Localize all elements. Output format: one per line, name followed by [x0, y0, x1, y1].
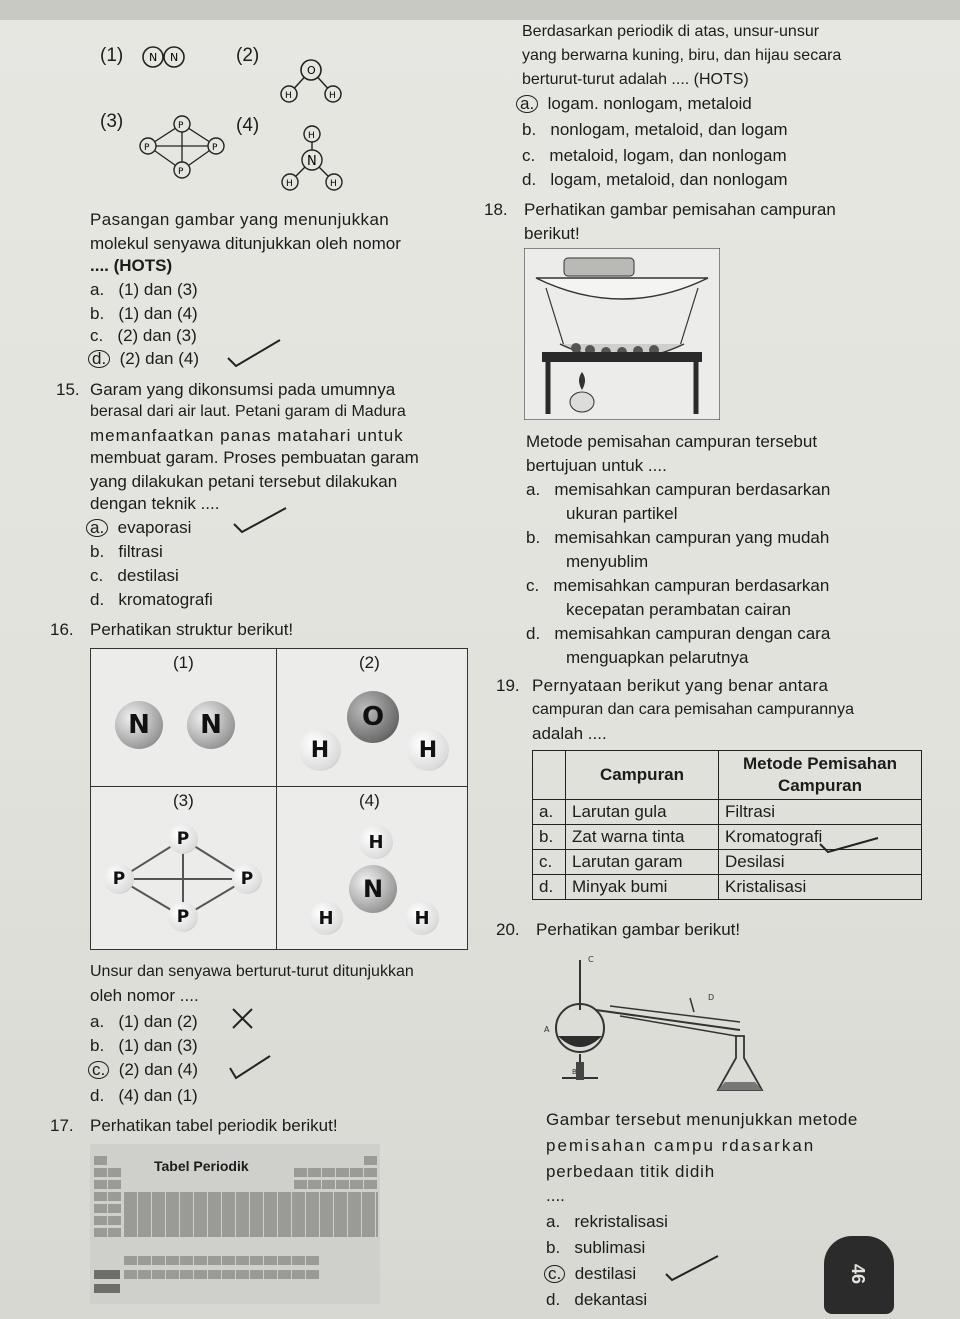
- row-letter: d.: [533, 875, 566, 900]
- periodic-table-title: Tabel Periodik: [154, 1158, 249, 1174]
- q19-table: [532, 750, 922, 900]
- page-number-tab: [824, 1236, 894, 1314]
- q17-right-stem-line: berturut-turut adalah .... (HOTS): [522, 71, 749, 88]
- q19-stem-line: campuran dan cara pemisahan campurannya: [532, 701, 854, 718]
- q20-question-line: ....: [546, 1186, 565, 1205]
- q20-question-line: perbedaan titik didih: [546, 1162, 715, 1181]
- q15-stem-line: memanfaatkan panas matahari untuk: [90, 426, 404, 445]
- q19-table-header: [533, 751, 922, 800]
- atom-h-text: H: [330, 179, 337, 189]
- atom-h-text: H: [308, 131, 315, 141]
- structure-panel-3: [90, 786, 278, 950]
- row-method: Desilasi: [719, 850, 922, 875]
- q13-label-4: (4): [236, 115, 260, 136]
- table-row: [533, 875, 922, 900]
- q20-question-line: pemisahan campu rdasarkan: [546, 1136, 816, 1155]
- q20-number: 20.: [496, 920, 520, 939]
- q18-stem-line: berikut!: [524, 224, 580, 243]
- svg-text:A: A: [544, 1025, 550, 1034]
- row-mixture: Larutan garam: [566, 850, 719, 875]
- table-row: [533, 800, 922, 825]
- header-metode: Metode Pemisahan Campuran: [719, 751, 922, 800]
- q15-stem-line: berasal dari air laut. Petani garam di Madura: [90, 403, 406, 420]
- q13-stem-line: Pasangan gambar yang menunjukkan: [90, 210, 390, 229]
- q20-option-a: a. rekristalisasi: [546, 1212, 668, 1231]
- svg-text:D: D: [708, 993, 715, 1002]
- p4-small-drawing: [134, 112, 232, 182]
- q20-question-line: Gambar tersebut menunjukkan metode: [546, 1110, 858, 1129]
- structure-panel-2: [276, 648, 468, 788]
- cross-mark-icon: [230, 1006, 256, 1032]
- nitrogen-atom: N: [115, 701, 163, 749]
- atom-p-text: P: [144, 143, 150, 153]
- sublimation-apparatus-image: [524, 248, 720, 420]
- q17-option-b: b. nonlogam, metaloid, dan logam: [522, 120, 788, 139]
- hydrogen-atom: H: [359, 825, 393, 859]
- q17-right-stem-line: yang berwarna kuning, biru, dan hijau secara: [522, 47, 842, 64]
- nitrogen-atom: N: [187, 701, 235, 749]
- q13-stem-line: .... (HOTS): [90, 256, 173, 275]
- q18-option-d-line2: menguapkan pelarutnya: [566, 648, 749, 667]
- q16-option-b: b. (1) dan (3): [90, 1036, 198, 1055]
- page-number: 46: [848, 1263, 869, 1285]
- structure-panel-4: [276, 786, 468, 950]
- row-method: Filtrasi: [719, 800, 922, 825]
- hydrogen-atom: H: [405, 901, 439, 935]
- svg-text:B: B: [572, 1068, 577, 1076]
- atom-n-text: N: [170, 51, 179, 64]
- phosphorus-atom: P: [232, 864, 262, 894]
- panel-label: (2): [359, 653, 380, 672]
- q15-stem-line: Garam yang dikonsumsi pada umumnya: [90, 380, 396, 399]
- q15-option-b: b. filtrasi: [90, 542, 163, 561]
- q13-label-1: (1): [100, 45, 124, 66]
- panel-label: (1): [173, 653, 194, 672]
- q15-option-d: d. kromatografi: [90, 590, 213, 609]
- svg-text:C: C: [588, 955, 594, 964]
- atom-p-text: P: [178, 167, 184, 177]
- q19-number: 19.: [496, 676, 520, 695]
- hydrogen-atom: H: [299, 729, 341, 771]
- n2-small-drawing: [138, 44, 192, 70]
- hydrogen-atom: H: [309, 901, 343, 935]
- row-mixture: Zat warna tinta: [566, 825, 719, 850]
- row-method: Kristalisasi: [719, 875, 922, 900]
- row-mixture: Larutan gula: [566, 800, 719, 825]
- q20-stem: Perhatikan gambar berikut!: [536, 920, 741, 939]
- q18-question-line: bertujuan untuk ....: [526, 456, 667, 475]
- q16-option-d: d. (4) dan (1): [90, 1086, 198, 1105]
- q18-option-c: c. memisahkan campuran berdasarkan: [526, 576, 830, 595]
- distillation-apparatus-image: [540, 950, 790, 1100]
- panel-label: (4): [359, 791, 380, 810]
- oxygen-atom: O: [347, 691, 399, 743]
- q17-number: 17.: [50, 1116, 74, 1135]
- q18-option-a-line2: ukuran partikel: [566, 504, 678, 523]
- atom-p-text: P: [178, 121, 184, 131]
- phosphorus-atom: P: [104, 864, 134, 894]
- phosphorus-atom: P: [168, 902, 198, 932]
- nh3-small-drawing: [276, 120, 346, 194]
- spiral-binding: [0, 0, 960, 20]
- q16-stem: Perhatikan struktur berikut!: [90, 620, 294, 639]
- atom-n-text: N: [149, 51, 158, 64]
- atom-h-text: H: [286, 179, 293, 189]
- q15-number: 15.: [56, 380, 80, 399]
- q19-stem-line: Pernyataan berikut yang benar antara: [532, 676, 829, 695]
- atom-o-text: O: [307, 64, 316, 77]
- panel-label: (3): [173, 791, 194, 810]
- q15-option-a: a. evaporasi: [86, 518, 191, 538]
- q17-option-a: a. logam. nonlogam, metaloid: [516, 94, 752, 114]
- q13-stem-line: molekul senyawa ditunjukkan oleh nomor: [90, 234, 401, 253]
- row-mixture: Minyak bumi: [566, 875, 719, 900]
- q13-option-a: a. (1) dan (3): [90, 280, 198, 299]
- check-mark-icon: [228, 1054, 272, 1080]
- h2o-small-drawing: [275, 56, 347, 106]
- q18-option-c-line2: kecepatan perambatan cairan: [566, 600, 791, 619]
- check-mark-icon: [818, 834, 880, 856]
- q15-option-c: c. destilasi: [90, 566, 179, 585]
- q16-question-line: oleh nomor ....: [90, 986, 199, 1005]
- row-method: Kromatografi: [719, 825, 922, 850]
- q18-number: 18.: [484, 200, 508, 219]
- q20-option-d: d. dekantasi: [546, 1290, 648, 1309]
- q16-option-a: a. (1) dan (2): [90, 1012, 198, 1031]
- header-campuran: Campuran: [566, 751, 719, 800]
- row-letter: a.: [533, 800, 566, 825]
- hydrogen-atom: H: [407, 729, 449, 771]
- q19-stem-line: adalah ....: [532, 724, 607, 743]
- periodic-table-image: [90, 1144, 380, 1304]
- check-mark-icon: [664, 1252, 720, 1282]
- q16-number: 16.: [50, 620, 74, 639]
- atom-h-text: H: [329, 91, 336, 101]
- q15-stem-line: membuat garam. Proses pembuatan garam: [90, 448, 419, 467]
- atom-n-text: N: [307, 154, 317, 169]
- nitrogen-atom: N: [349, 865, 397, 913]
- q20-option-b: b. sublimasi: [546, 1238, 646, 1257]
- q13-label-2: (2): [236, 45, 260, 66]
- q17-stem: Perhatikan tabel periodik berikut!: [90, 1116, 338, 1135]
- q17-right-stem-line: Berdasarkan periodik di atas, unsur-unsur: [522, 23, 820, 40]
- q18-stem-line: Perhatikan gambar pemisahan campuran: [524, 200, 836, 219]
- q16-option-c: c. (2) dan (4): [88, 1060, 198, 1080]
- q15-stem-line: yang dilakukan petani tersebut dilakukan: [90, 472, 398, 491]
- q18-option-b-line2: menyublim: [566, 552, 649, 571]
- q13-option-b: b. (1) dan (4): [90, 304, 198, 323]
- row-letter: b.: [533, 825, 566, 850]
- structure-panel-1: [90, 648, 278, 788]
- q20-option-c: c. destilasi: [544, 1264, 636, 1284]
- phosphorus-atom: P: [168, 824, 198, 854]
- atom-h-text: H: [285, 91, 292, 101]
- q13-label-3: (3): [100, 111, 124, 132]
- row-letter: c.: [533, 850, 566, 875]
- q18-question-line: Metode pemisahan campuran tersebut: [526, 432, 818, 451]
- q13-option-d: d. (2) dan (4): [88, 349, 199, 369]
- check-mark-icon: [232, 506, 288, 534]
- atom-p-text: P: [212, 143, 218, 153]
- q18-option-b: b. memisahkan campuran yang mudah: [526, 528, 830, 547]
- check-mark-icon: [226, 338, 282, 368]
- q16-question-line: Unsur dan senyawa berturut-turut ditunjukkan: [90, 963, 414, 980]
- q13-option-c: c. (2) dan (3): [90, 326, 197, 345]
- q17-option-c: c. metaloid, logam, dan nonlogam: [522, 146, 787, 165]
- q18-option-d: d. memisahkan campuran dengan cara: [526, 624, 831, 643]
- q15-stem-line: dengan teknik ....: [90, 494, 220, 513]
- q18-option-a: a. memisahkan campuran berdasarkan: [526, 480, 831, 499]
- q17-option-d: d. logam, metaloid, dan nonlogam: [522, 170, 788, 189]
